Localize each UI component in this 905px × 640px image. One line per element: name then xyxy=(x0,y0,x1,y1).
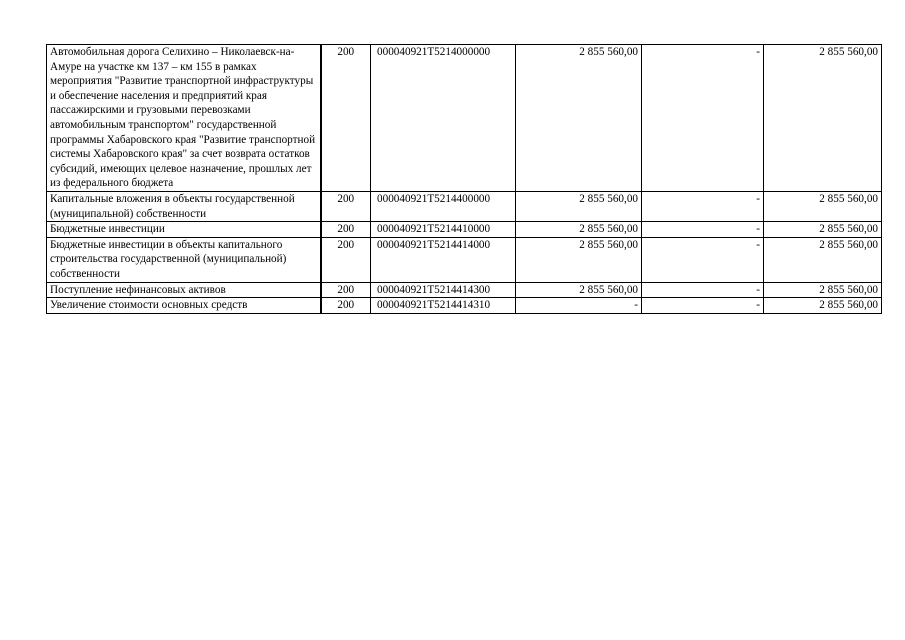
approved-amount-cell: 2 855 560,00 xyxy=(516,45,642,192)
line-code-cell: 200 xyxy=(321,298,371,314)
table-row xyxy=(47,222,882,238)
row-name-cell: Бюджетные инвестиции в объекты капитального строительства государственной (муниципальной) собственности xyxy=(47,237,321,282)
row-name-cell: Бюджетные инвестиции xyxy=(47,222,321,238)
executed-amount-cell: - xyxy=(642,282,764,298)
approved-amount-cell: 2 855 560,00 xyxy=(516,191,642,221)
row-name-cell: Автомобильная дорога Селихино – Николаевск-на-Амуре на участке км 137 – км 155 в рамках мероприятия "Развитие транспортной инфраструктуры и обеспечение населения и предприятий края пассажирскими и грузовыми перевозками автомобильным транспортом" государственной программы Хабаровского края "Развитие транспортной системы Хабаровского края" за счет возврата остатков субсидий, имеющих целевое назначение, прошлых лет из федерального бюджета xyxy=(47,45,321,192)
budget-code-cell: 000040921Т5214414000 xyxy=(371,237,516,282)
table-row xyxy=(47,191,882,221)
executed-amount-cell: - xyxy=(642,191,764,221)
budget-code-cell: 000040921Т5214410000 xyxy=(371,222,516,238)
budget-code-cell: 000040921Т5214000000 xyxy=(371,45,516,192)
approved-amount-cell: 2 855 560,00 xyxy=(516,222,642,238)
table-row xyxy=(47,45,882,192)
remaining-amount-cell: 2 855 560,00 xyxy=(764,222,882,238)
remaining-amount-cell: 2 855 560,00 xyxy=(764,298,882,314)
line-code-cell: 200 xyxy=(321,237,371,282)
remaining-amount-cell: 2 855 560,00 xyxy=(764,45,882,192)
budget-code-cell: 000040921Т5214414310 xyxy=(371,298,516,314)
budget-execution-table xyxy=(46,44,882,314)
budget-code-cell: 000040921Т5214400000 xyxy=(371,191,516,221)
line-code-cell: 200 xyxy=(321,222,371,238)
executed-amount-cell: - xyxy=(642,222,764,238)
executed-amount-cell: - xyxy=(642,45,764,192)
table-row xyxy=(47,282,882,298)
approved-amount-cell: 2 855 560,00 xyxy=(516,282,642,298)
row-name-cell: Поступление нефинансовых активов xyxy=(47,282,321,298)
row-name-cell: Увеличение стоимости основных средств xyxy=(47,298,321,314)
line-code-cell: 200 xyxy=(321,45,371,192)
executed-amount-cell: - xyxy=(642,237,764,282)
remaining-amount-cell: 2 855 560,00 xyxy=(764,191,882,221)
remaining-amount-cell: 2 855 560,00 xyxy=(764,282,882,298)
row-name-cell: Капитальные вложения в объекты государственной (муниципальной) собственности xyxy=(47,191,321,221)
table-row xyxy=(47,237,882,282)
line-code-cell: 200 xyxy=(321,191,371,221)
line-code-cell: 200 xyxy=(321,282,371,298)
budget-code-cell: 000040921Т5214414300 xyxy=(371,282,516,298)
executed-amount-cell: - xyxy=(642,298,764,314)
remaining-amount-cell: 2 855 560,00 xyxy=(764,237,882,282)
approved-amount-cell: - xyxy=(516,298,642,314)
approved-amount-cell: 2 855 560,00 xyxy=(516,237,642,282)
table-row xyxy=(47,298,882,314)
